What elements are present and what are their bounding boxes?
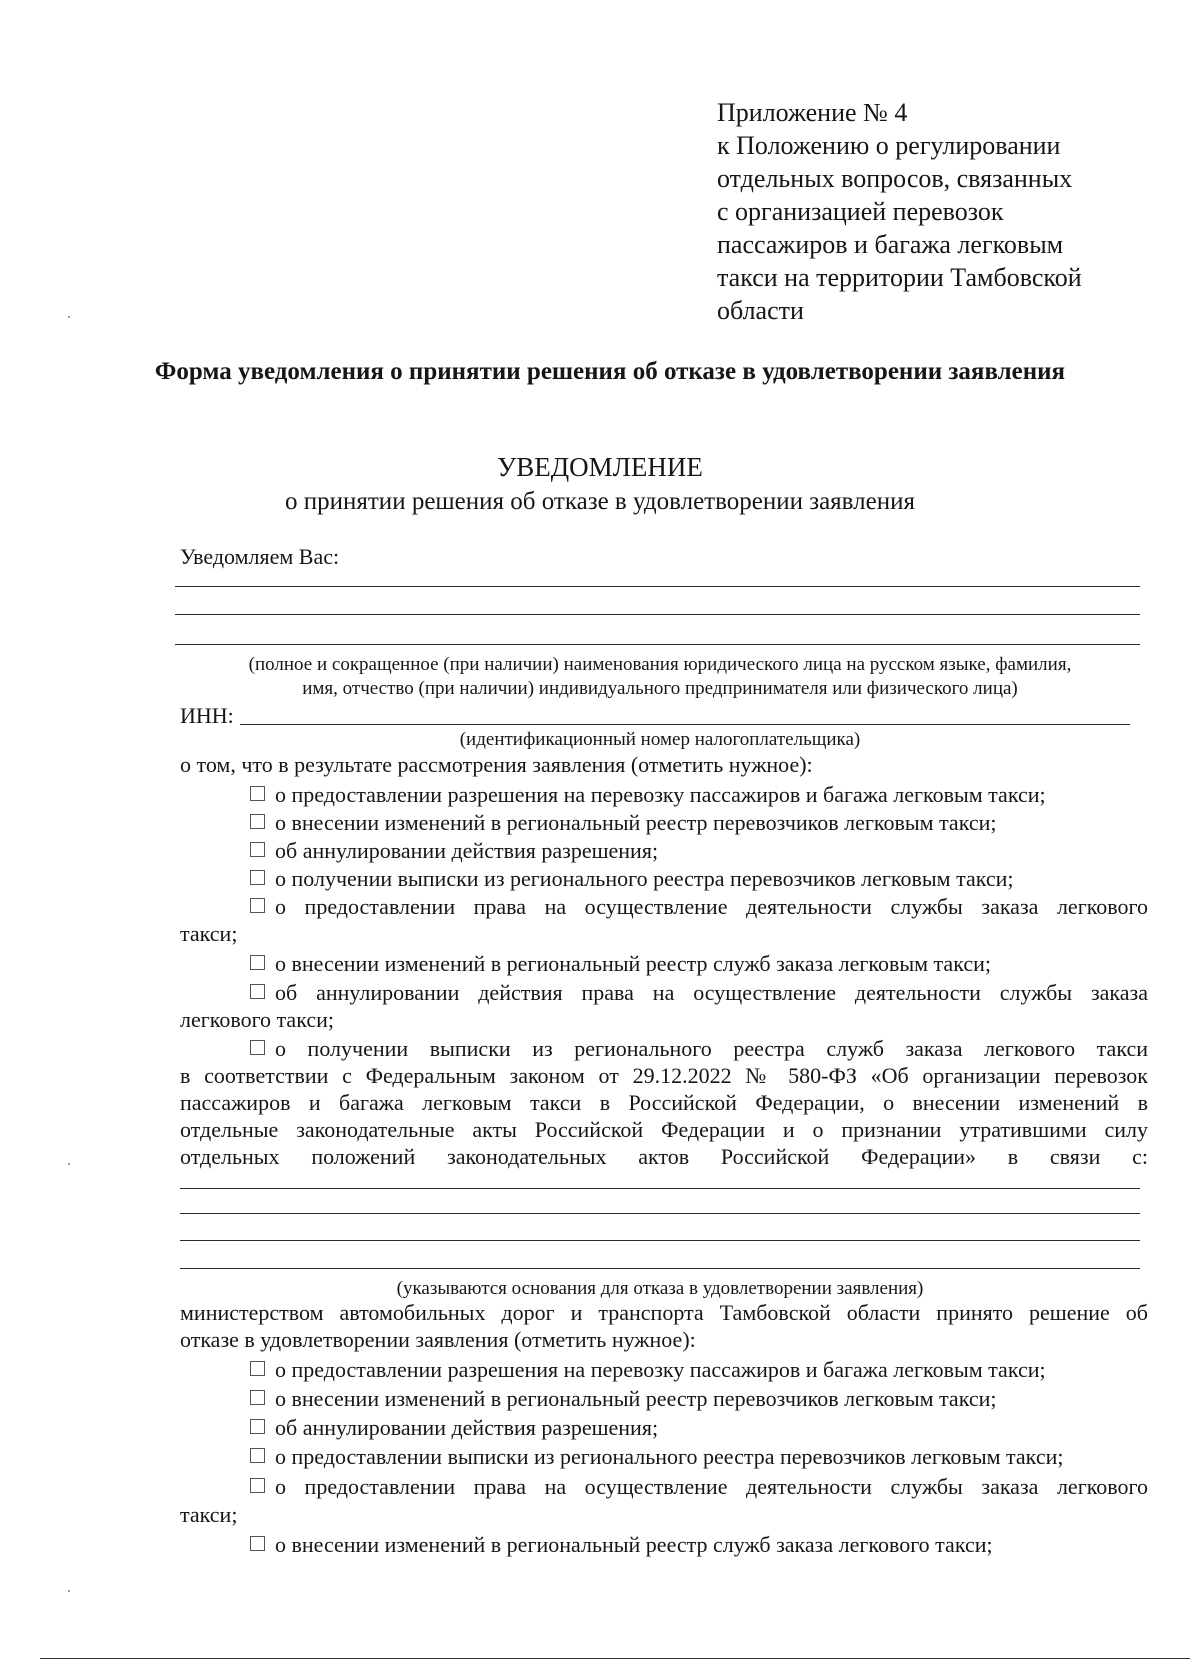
scan-speck	[68, 1590, 70, 1592]
review-option: о внесении изменений в региональный реестр перевозчиков легковым такси;	[250, 810, 997, 836]
annex-line: с организацией перевозок	[717, 197, 1004, 226]
grounds-fill-line[interactable]	[180, 1240, 1140, 1241]
review-option: о предоставлении разрешения на перевозку пассажиров и багажа легковым такси;	[250, 782, 1046, 808]
checkbox[interactable]	[250, 1419, 265, 1434]
review-intro: о том, что в результате рассмотрения заявления (отметить нужное):	[180, 752, 813, 777]
grounds-caption: (указываются основания для отказа в удовлетворении заявления)	[396, 1278, 924, 1299]
form-title: Форма уведомления о принятии решения об отказе в удовлетворении заявления	[154, 358, 1066, 385]
annex-line: такси на территории Тамбовской	[717, 263, 1082, 292]
notice-subtitle: о принятии решения об отказе в удовлетворении заявления	[285, 488, 915, 515]
annex-line: области	[717, 296, 804, 325]
grounds-fill-line[interactable]	[180, 1268, 1140, 1269]
checkbox[interactable]	[250, 1390, 265, 1405]
checkbox[interactable]	[250, 814, 265, 829]
review-option: о предоставлении права на осуществление деятельности службы заказа легкового	[250, 894, 1148, 920]
inn-label: ИНН:	[180, 703, 234, 728]
review-option-cont: такси;	[180, 921, 238, 946]
scan-speck	[68, 1163, 70, 1165]
decision-text-line: министерством автомобильных дорог и транспорта Тамбовской области принято решение об	[180, 1300, 1148, 1325]
review-option: об аннулировании действия разрешения;	[250, 838, 658, 864]
review-option-cont: легкового такси;	[180, 1007, 334, 1032]
grounds-fill-line[interactable]	[180, 1188, 1140, 1189]
decision-text-line: отказе в удовлетворении заявления (отметить нужное):	[180, 1327, 696, 1352]
decision-option: о предоставлении выписки из регионального реестра перевозчиков легковым такси;	[250, 1444, 1063, 1470]
decision-option: о внесении изменений в региональный реестр служб заказа легкового такси;	[250, 1532, 993, 1558]
law-text-line: в соответствии с Федеральным законом от 29.12.2022 № 580-ФЗ «Об организации перевозок	[180, 1063, 1148, 1088]
checkbox[interactable]	[250, 955, 265, 970]
decision-option: о внесении изменений в региональный реестр перевозчиков легковым такси;	[250, 1386, 997, 1412]
annex-line: отдельных вопросов, связанных	[717, 164, 1073, 193]
decision-option: о предоставлении разрешения на перевозку пассажиров и багажа легковым такси;	[250, 1357, 1046, 1383]
review-option: о внесении изменений в региональный реестр служб заказа легковым такси;	[250, 951, 991, 977]
decision-option-cont: такси;	[180, 1502, 238, 1527]
applicant-caption: (полное и сокращенное (при наличии) наименования юридического лица на русском языке, фамилия,	[248, 654, 1072, 675]
checkbox[interactable]	[250, 1361, 265, 1376]
annex-line: Приложение № 4	[717, 98, 908, 127]
checkbox[interactable]	[250, 1040, 265, 1055]
annex-line: к Положению о регулировании	[717, 131, 1061, 160]
checkbox[interactable]	[250, 1448, 265, 1463]
checkbox[interactable]	[250, 842, 265, 857]
law-text-line: отдельных положений законодательных актов Российской Федерации» в связи с:	[180, 1144, 1148, 1169]
annex-line: пассажиров и багажа легковым	[717, 230, 1064, 259]
checkbox[interactable]	[250, 898, 265, 913]
annex-block	[717, 96, 1157, 327]
law-text-line: пассажиров и багажа легковым такси в Российской Федерации, о внесении изменений в	[180, 1090, 1148, 1115]
decision-option: о предоставлении права на осуществление деятельности службы заказа легкового	[250, 1474, 1148, 1500]
notify-label: Уведомляем Вас:	[180, 544, 340, 569]
applicant-fill-line[interactable]	[175, 614, 1140, 615]
checkbox[interactable]	[250, 870, 265, 885]
applicant-caption: имя, отчество (при наличии) индивидуального предпринимателя или физического лица)	[302, 678, 1018, 699]
checkbox[interactable]	[250, 1478, 265, 1493]
inn-fill-line[interactable]	[240, 724, 1130, 725]
checkbox[interactable]	[250, 786, 265, 801]
checkbox[interactable]	[250, 984, 265, 999]
notice-title: УВЕДОМЛЕНИЕ	[497, 452, 703, 482]
scan-edge-line	[40, 1658, 1190, 1659]
decision-option: об аннулировании действия разрешения;	[250, 1415, 658, 1441]
applicant-fill-line[interactable]	[175, 586, 1140, 587]
review-option: об аннулировании действия права на осуществление деятельности службы заказа	[250, 980, 1148, 1006]
checkbox[interactable]	[250, 1536, 265, 1551]
law-text-line: отдельные законодательные акты Российской Федерации и о признании утратившими силу	[180, 1117, 1148, 1142]
inn-caption: (идентификационный номер налогоплательщика)	[459, 729, 861, 750]
review-option: о получении выписки из регионального реестра перевозчиков легковым такси;	[250, 866, 1014, 892]
review-option: о получении выписки из регионального реестра служб заказа легкового такси	[250, 1036, 1148, 1062]
applicant-fill-line[interactable]	[175, 644, 1140, 645]
grounds-fill-line[interactable]	[180, 1213, 1140, 1214]
scan-speck	[68, 316, 70, 318]
